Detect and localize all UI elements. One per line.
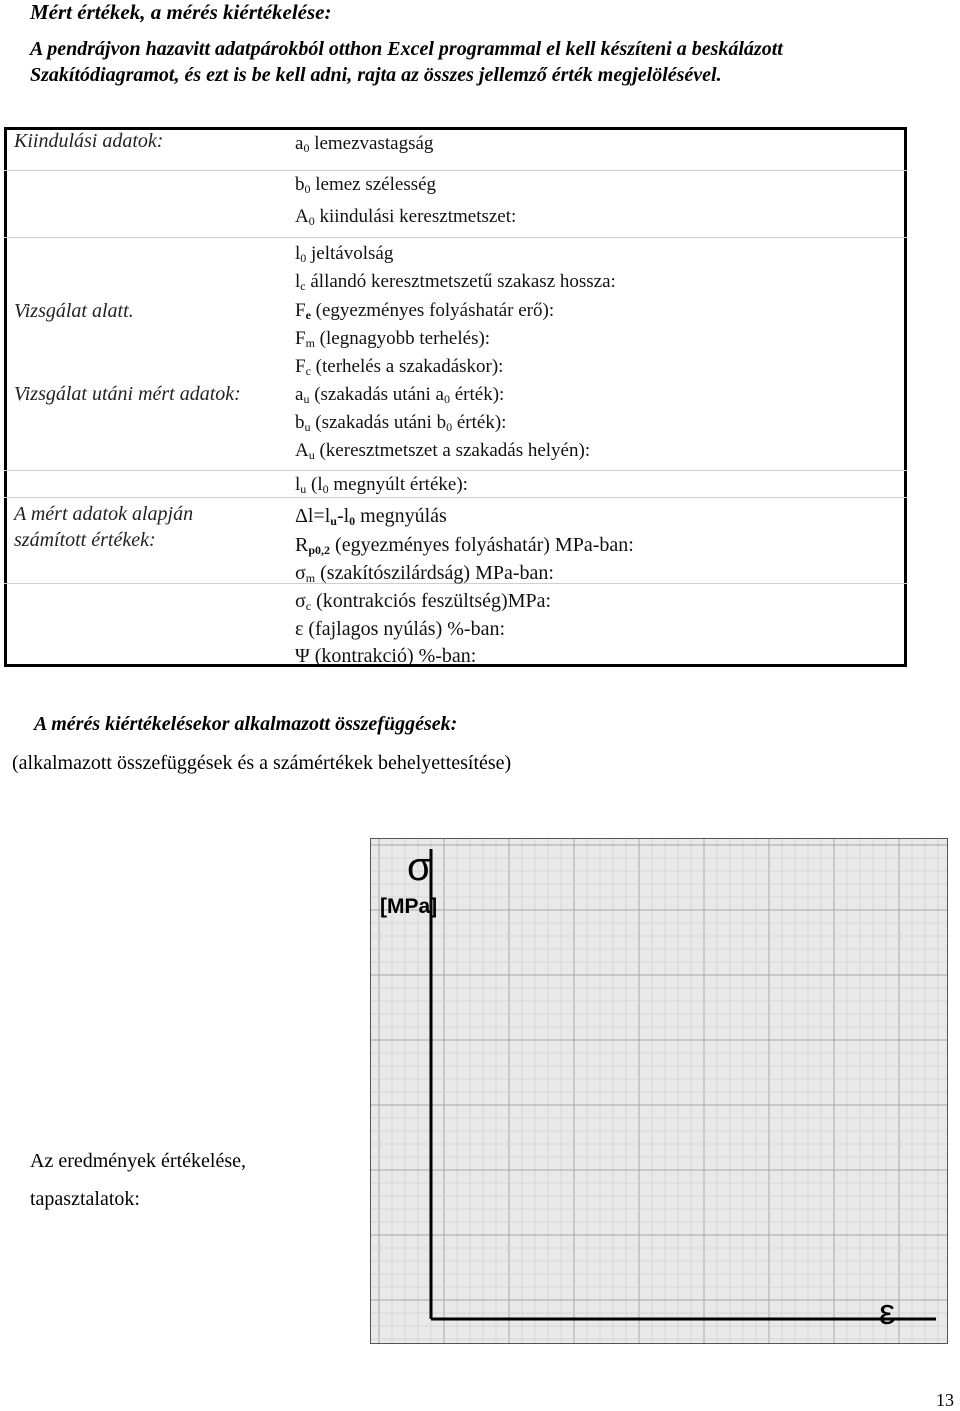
page-heading: Mért értékek, a mérés kiértékelése: [30,0,332,24]
row-l0: $l_0$ jeltávolság [295,243,394,265]
section-computed-label: számított értékek: [14,529,156,551]
row-lu: $l_u$ ($l_0$ megnyúlt értéke): [295,474,468,496]
evaluation-label: Az eredmények értékelése, [30,1150,246,1172]
intro-text [30,36,930,88]
row-sigma-m: $\sigma_m$ (szakítószilárdság) MPa-ban: [295,562,554,585]
row-bu: $b_u$ (szakadás utáni $b_0$ érték): [295,412,507,434]
table-divider [4,470,907,471]
y-axis-symbol: σ [407,845,432,889]
section-initial-label: Kiindulási adatok: [14,130,164,152]
row-au: $a_u$ (szakadás utáni $a_0$ érték): [295,384,505,406]
page-number: 13 [936,1390,954,1410]
row-sigma-c: $\sigma_c$ (kontrakciós feszültség)MPa: [295,590,552,613]
table-divider [4,170,907,171]
intro-line-1: A pendrájvon hazavitt adatpárokból otthon Excel programmal el kell készíteni a beskálázott [30,38,783,60]
formulas-heading: A mérés kiértékelésekor alkalmazott összefüggések: [34,713,458,735]
evaluation-label: tapasztalatok: [30,1188,140,1210]
row-delta-l: $\Delta l=l_u-l_0$ megnyúlás [295,505,447,528]
formulas-note: (alkalmazott összefüggések és a számértékek behelyettesítése) [12,752,512,774]
section-during-label: Vizsgálat alatt. [14,300,134,322]
table-divider [4,237,907,238]
row-Fm: $F_m$ (legnagyobb terhelés): [295,328,491,350]
stress-strain-grid [371,839,947,1343]
row-Fe: $F_e$ (egyezményes folyáshatár erő): [295,300,555,322]
row-psi: Ψ (kontrakció) %-ban: [295,645,477,667]
x-axis-symbol: ε [879,1291,896,1332]
row-Rp02: $R_{p0,2}$ (egyezményes folyáshatár) MPa-ban: [295,534,634,557]
y-axis-unit: [MPa] [380,895,438,918]
row-b0: $b_0$ lemez szélesség [295,174,437,196]
diagram-frame [370,838,948,1344]
row-A0: $A_0$ kiindulási keresztmetszet: [295,206,517,228]
section-computed-label: A mért adatok alapján [14,503,194,525]
row-lc: $l_c$ állandó keresztmetszetű szakasz hossza: [295,271,616,293]
row-Fc: $F_c$ (terhelés a szakadáskor): [295,356,504,378]
row-Au: $A_u$ (keresztmetszet a szakadás helyén): [295,440,591,462]
section-after-label: Vizsgálat utáni mért adatok: [14,383,241,405]
intro-line-2: Szakítódiagramot, és ezt is be kell adni, rajta az összes jellemző érték megjelölésével. [30,64,722,86]
table-divider [4,497,907,498]
row-a0: $a_0$ lemezvastagság [295,133,434,155]
row-epsilon: ε (fajlagos nyúlás) %-ban: [295,618,505,640]
